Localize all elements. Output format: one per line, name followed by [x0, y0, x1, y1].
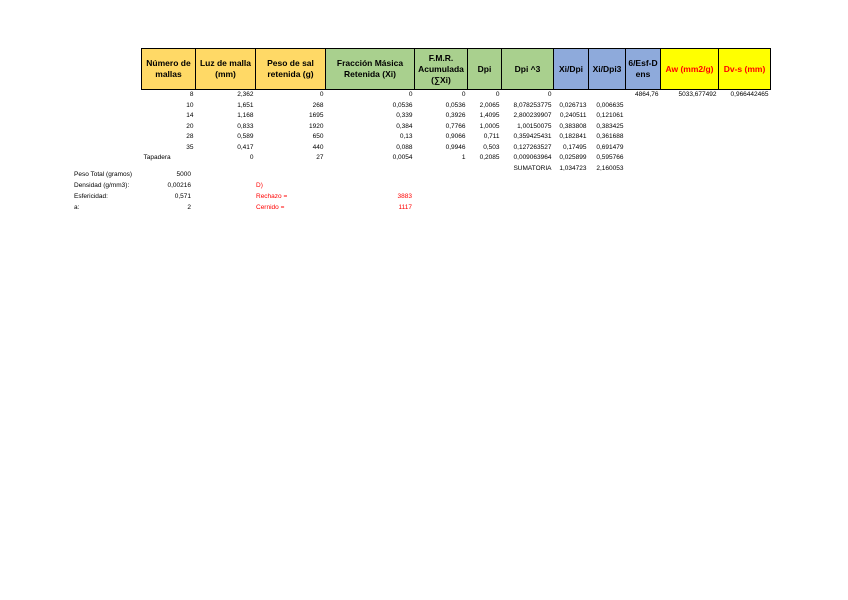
rechazo-label: Rechazo = [256, 193, 288, 200]
param-label: a: [74, 204, 80, 211]
cell-esf[interactable] [626, 122, 661, 133]
cell-dvs[interactable] [719, 143, 771, 154]
cell-mesh[interactable]: 20 [186, 122, 194, 130]
cell-xi-dpi3[interactable]: 0,691479 [596, 143, 624, 151]
table-row [142, 111, 771, 122]
cell-xi[interactable]: 0,339 [396, 112, 413, 119]
cell-dpi3[interactable]: 0,009063964 [513, 154, 552, 161]
cell-aw[interactable] [661, 101, 719, 112]
cell-aw[interactable] [661, 153, 719, 164]
cell-esf[interactable] [626, 143, 661, 154]
header-mesh-opening[interactable]: Luz de malla (mm) [196, 49, 256, 90]
param-value[interactable]: 0,571 [174, 193, 191, 200]
cell-weight[interactable]: 650 [312, 133, 324, 140]
cernido-value[interactable]: 1117 [398, 204, 412, 211]
table-row [142, 101, 771, 112]
cell-xi[interactable]: 0,0536 [392, 101, 413, 109]
header-dpi3[interactable]: Dpi ^3 [502, 49, 554, 90]
param-value[interactable]: 5000 [176, 171, 191, 178]
cell-xi-dpi3[interactable]: 0,383425 [596, 122, 624, 130]
cell-dvs[interactable] [719, 122, 771, 133]
cell-weight[interactable]: 1920 [309, 122, 324, 130]
cell-dpi[interactable]: 0,503 [483, 143, 500, 151]
param-value[interactable]: 2 [187, 204, 191, 211]
cell-dpi3[interactable]: 1,00150075 [517, 122, 552, 130]
cell-mesh[interactable]: 35 [186, 143, 194, 151]
cell-aw[interactable] [661, 143, 719, 154]
cell-sum[interactable] [415, 164, 468, 175]
cell-xi-dpi-total[interactable]: 1,034723 [559, 164, 587, 172]
param-label: Peso Total (gramos) [74, 171, 133, 178]
table-row [142, 153, 771, 164]
cell-xi[interactable]: 0,088 [396, 143, 413, 151]
cell-dpi[interactable]: 1,0005 [479, 122, 500, 130]
rechazo-value[interactable]: 3883 [397, 193, 412, 200]
cell-weight[interactable]: 27 [316, 154, 324, 161]
cell-dpi[interactable]: 1,4095 [479, 112, 500, 119]
cell-xi-dpi[interactable]: 0,17495 [563, 143, 587, 151]
cell-esf[interactable] [626, 132, 661, 143]
cell-opening[interactable]: 1,168 [237, 112, 254, 119]
cell-sum[interactable]: 0 [461, 91, 466, 98]
header-row [142, 49, 771, 90]
cell-dpi3[interactable]: 0 [547, 91, 552, 98]
table-row [142, 143, 771, 154]
sumatoria-label[interactable]: SUMATORIA [513, 164, 552, 172]
cell-opening[interactable]: 0,589 [237, 133, 254, 140]
cell-esf[interactable]: 4864,76 [635, 91, 659, 98]
cell-xi-dpi3[interactable]: 0,595766 [596, 154, 624, 161]
cell-xi-dpi[interactable]: 0,182841 [559, 133, 587, 140]
table-row [142, 90, 771, 101]
cell-xi-dpi[interactable]: 0,025899 [559, 154, 587, 161]
cell-xi-dpi[interactable]: 0,240511 [559, 112, 587, 119]
cell-xi-dpi[interactable]: 0,026713 [559, 101, 587, 109]
cell-sum[interactable]: 0,3926 [445, 112, 466, 119]
cell-xi-dpi[interactable] [554, 90, 589, 101]
cell-dpi[interactable]: 2,0065 [479, 101, 500, 109]
param-label: Esfericidad: [74, 193, 108, 200]
cell-aw[interactable] [661, 111, 719, 122]
cell-esf[interactable] [626, 101, 661, 112]
cell-esf[interactable] [626, 111, 661, 122]
section-d-label: D) [256, 182, 263, 189]
cell-opening[interactable] [196, 164, 256, 175]
granulometry-table [141, 48, 771, 174]
header-xi-dpi3[interactable]: Xi/Dpi3 [589, 49, 626, 90]
cell-sum[interactable]: 0,9946 [445, 143, 466, 151]
cell-opening[interactable]: 0,417 [237, 143, 254, 151]
summary-row [142, 164, 771, 175]
table-row [142, 122, 771, 133]
header-dvs[interactable]: Dv-s (mm) [719, 49, 771, 90]
cell-weight[interactable]: 1695 [309, 112, 324, 119]
header-retained-weight[interactable]: Peso de sal retenida (g) [256, 49, 326, 90]
cell-xi-dpi3[interactable]: 0,121061 [596, 112, 624, 119]
cell-weight[interactable]: 268 [312, 101, 324, 109]
cell-aw[interactable] [661, 132, 719, 143]
cell-dvs[interactable] [719, 132, 771, 143]
cell-dpi3[interactable]: 0,127263527 [513, 143, 552, 151]
cell-dpi3[interactable]: 0,359425431 [513, 133, 552, 140]
cell-aw[interactable] [661, 164, 719, 175]
header-xi-dpi[interactable]: Xi/Dpi [554, 49, 589, 90]
cell-xi-dpi3[interactable]: 0,361688 [596, 133, 624, 140]
cell-mesh[interactable]: 28 [186, 133, 194, 140]
cell-aw[interactable] [661, 122, 719, 133]
cell-weight[interactable]: 0 [319, 91, 324, 98]
cell-mesh[interactable]: Tapadera [143, 154, 171, 161]
cell-weight[interactable]: 440 [312, 143, 324, 151]
cell-mesh[interactable]: 14 [186, 112, 194, 119]
cell-opening[interactable]: 2,362 [237, 91, 254, 98]
cell-sum[interactable]: 0,0536 [445, 101, 466, 109]
cell-opening[interactable]: 1,651 [237, 101, 254, 109]
cell-xi[interactable]: 0,13 [399, 133, 413, 140]
cell-dvs[interactable] [719, 101, 771, 112]
cell-dpi[interactable]: 0,711 [483, 133, 500, 140]
cell-sum[interactable]: 0,7766 [445, 122, 466, 130]
header-aw[interactable]: Aw (mm2/g) [661, 49, 719, 90]
cell-opening[interactable]: 0,833 [237, 122, 254, 130]
header-mesh-number[interactable]: Número de mallas [142, 49, 196, 90]
cell-opening[interactable]: 0 [249, 154, 254, 161]
cell-dpi[interactable] [468, 164, 502, 175]
cell-dpi3[interactable]: 2,800239907 [513, 112, 552, 119]
cell-sum[interactable]: 0,9066 [445, 133, 466, 140]
cell-esf[interactable] [626, 153, 661, 164]
cell-xi-dpi3[interactable] [589, 90, 626, 101]
cell-xi-dpi3-total[interactable]: 2,160053 [596, 164, 624, 172]
header-mass-fraction[interactable]: Fracción Másica Retenida (Xi) [326, 49, 415, 90]
header-dpi[interactable]: Dpi [468, 49, 502, 90]
param-label: Densidad (g/mm3): [74, 182, 130, 189]
header-esf-dens[interactable]: 6/Esf-D ens [626, 49, 661, 90]
cernido-label: Cernido = [256, 204, 285, 211]
cell-mesh[interactable]: 10 [186, 101, 194, 109]
cell-xi[interactable]: 0 [408, 91, 413, 98]
cell-xi-dpi[interactable]: 0,383808 [559, 122, 587, 130]
cell-sum[interactable]: 1 [461, 154, 466, 161]
cell-dvs[interactable] [719, 111, 771, 122]
cell-weight[interactable] [256, 164, 326, 175]
cell-xi[interactable]: 0,0054 [392, 154, 413, 161]
table-row [142, 132, 771, 143]
cell-dpi3[interactable]: 8,078253775 [513, 101, 552, 109]
cell-mesh[interactable]: 8 [189, 91, 194, 98]
param-value[interactable]: 0,00216 [167, 182, 191, 189]
cell-dpi[interactable]: 0 [495, 91, 500, 98]
cell-esf[interactable] [626, 164, 661, 175]
cell-aw[interactable]: 5033,677492 [678, 91, 717, 98]
cell-dvs[interactable]: 0,966442465 [730, 91, 769, 98]
cell-dvs[interactable] [719, 164, 771, 175]
cell-xi[interactable]: 0,384 [396, 122, 413, 130]
cell-xi[interactable] [326, 164, 415, 175]
cell-dpi[interactable]: 0,2085 [479, 154, 500, 161]
cell-dvs[interactable] [719, 153, 771, 164]
cell-xi-dpi3[interactable]: 0,006635 [596, 101, 624, 109]
header-fmr[interactable]: F.M.R. Acumulada (∑Xi) [415, 49, 468, 90]
